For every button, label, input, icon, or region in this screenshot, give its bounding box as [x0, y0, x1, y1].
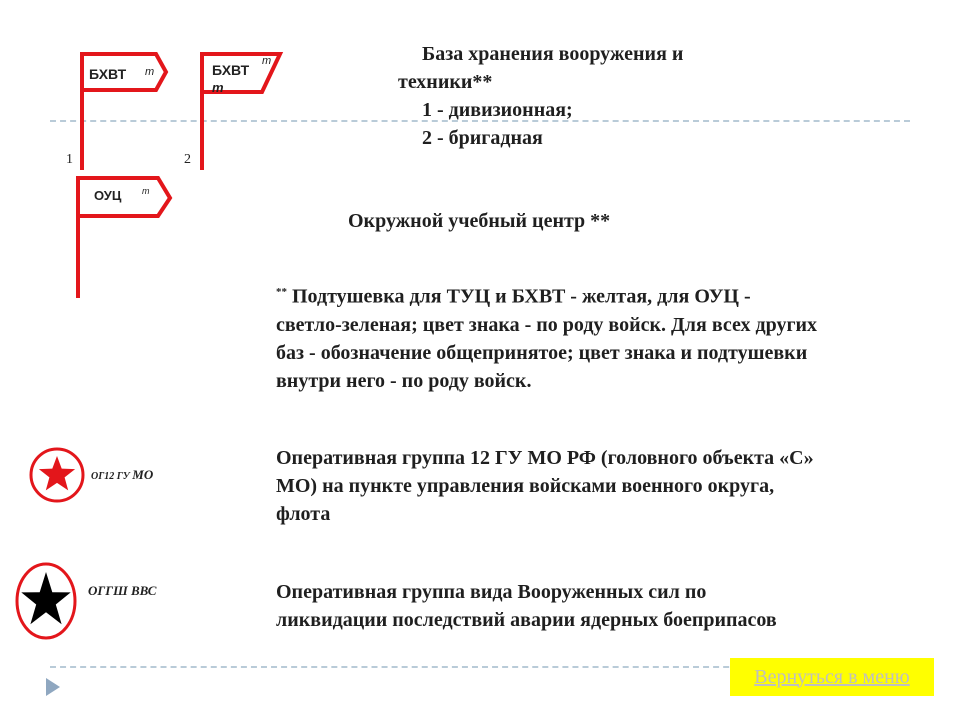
ouc-flag-symbol [66, 172, 178, 302]
flag2-number: 2 [184, 152, 191, 167]
flag1-corner-t: т [145, 66, 155, 78]
back-to-menu-button[interactable]: Вернуться в меню [730, 658, 934, 696]
flag2-label-t: т [212, 80, 224, 95]
oggsh-label: ОГГШ ВВС [88, 583, 157, 598]
play-arrow-icon[interactable] [44, 676, 62, 698]
og12-description: Оперативная группа 12 ГУ МО РФ (головного объекта «С» МО) на пункте управления войсками военного округа, флота [276, 447, 814, 525]
oggsh-circle-star-symbol [14, 560, 78, 642]
og12-label: ОГ12 ГУ МО [91, 467, 154, 482]
ouc-description: Окружной учебный центр ** [348, 210, 611, 232]
bhvt-description: База хранения вооружения и техники** 1 - дивизионная; 2 - бригадная [398, 43, 684, 149]
og12-circle-star-symbol [28, 446, 88, 506]
flag3-label: ОУЦ [94, 188, 122, 203]
flag1-label: БХВТ [89, 66, 127, 82]
coloring-note: ** Подтушевка для ТУЦ и БХВТ - желтая, для ОУЦ - светло-зеленая; цвет знака - по роду войск. Для всех других баз - обозначение общепринятое; цвет знака и подтушевки внутри него - по роду войск. [276, 285, 818, 392]
oggsh-description: Оперативная группа вида Вооруженных сил по ликвидации последствий аварии ядерных боеприпасов [276, 581, 777, 631]
flag1-number: 1 [66, 152, 73, 167]
flag2-corner-t: т [262, 55, 272, 67]
flag2-label: БХВТ [212, 62, 250, 78]
flag3-corner-t: т [142, 186, 150, 196]
